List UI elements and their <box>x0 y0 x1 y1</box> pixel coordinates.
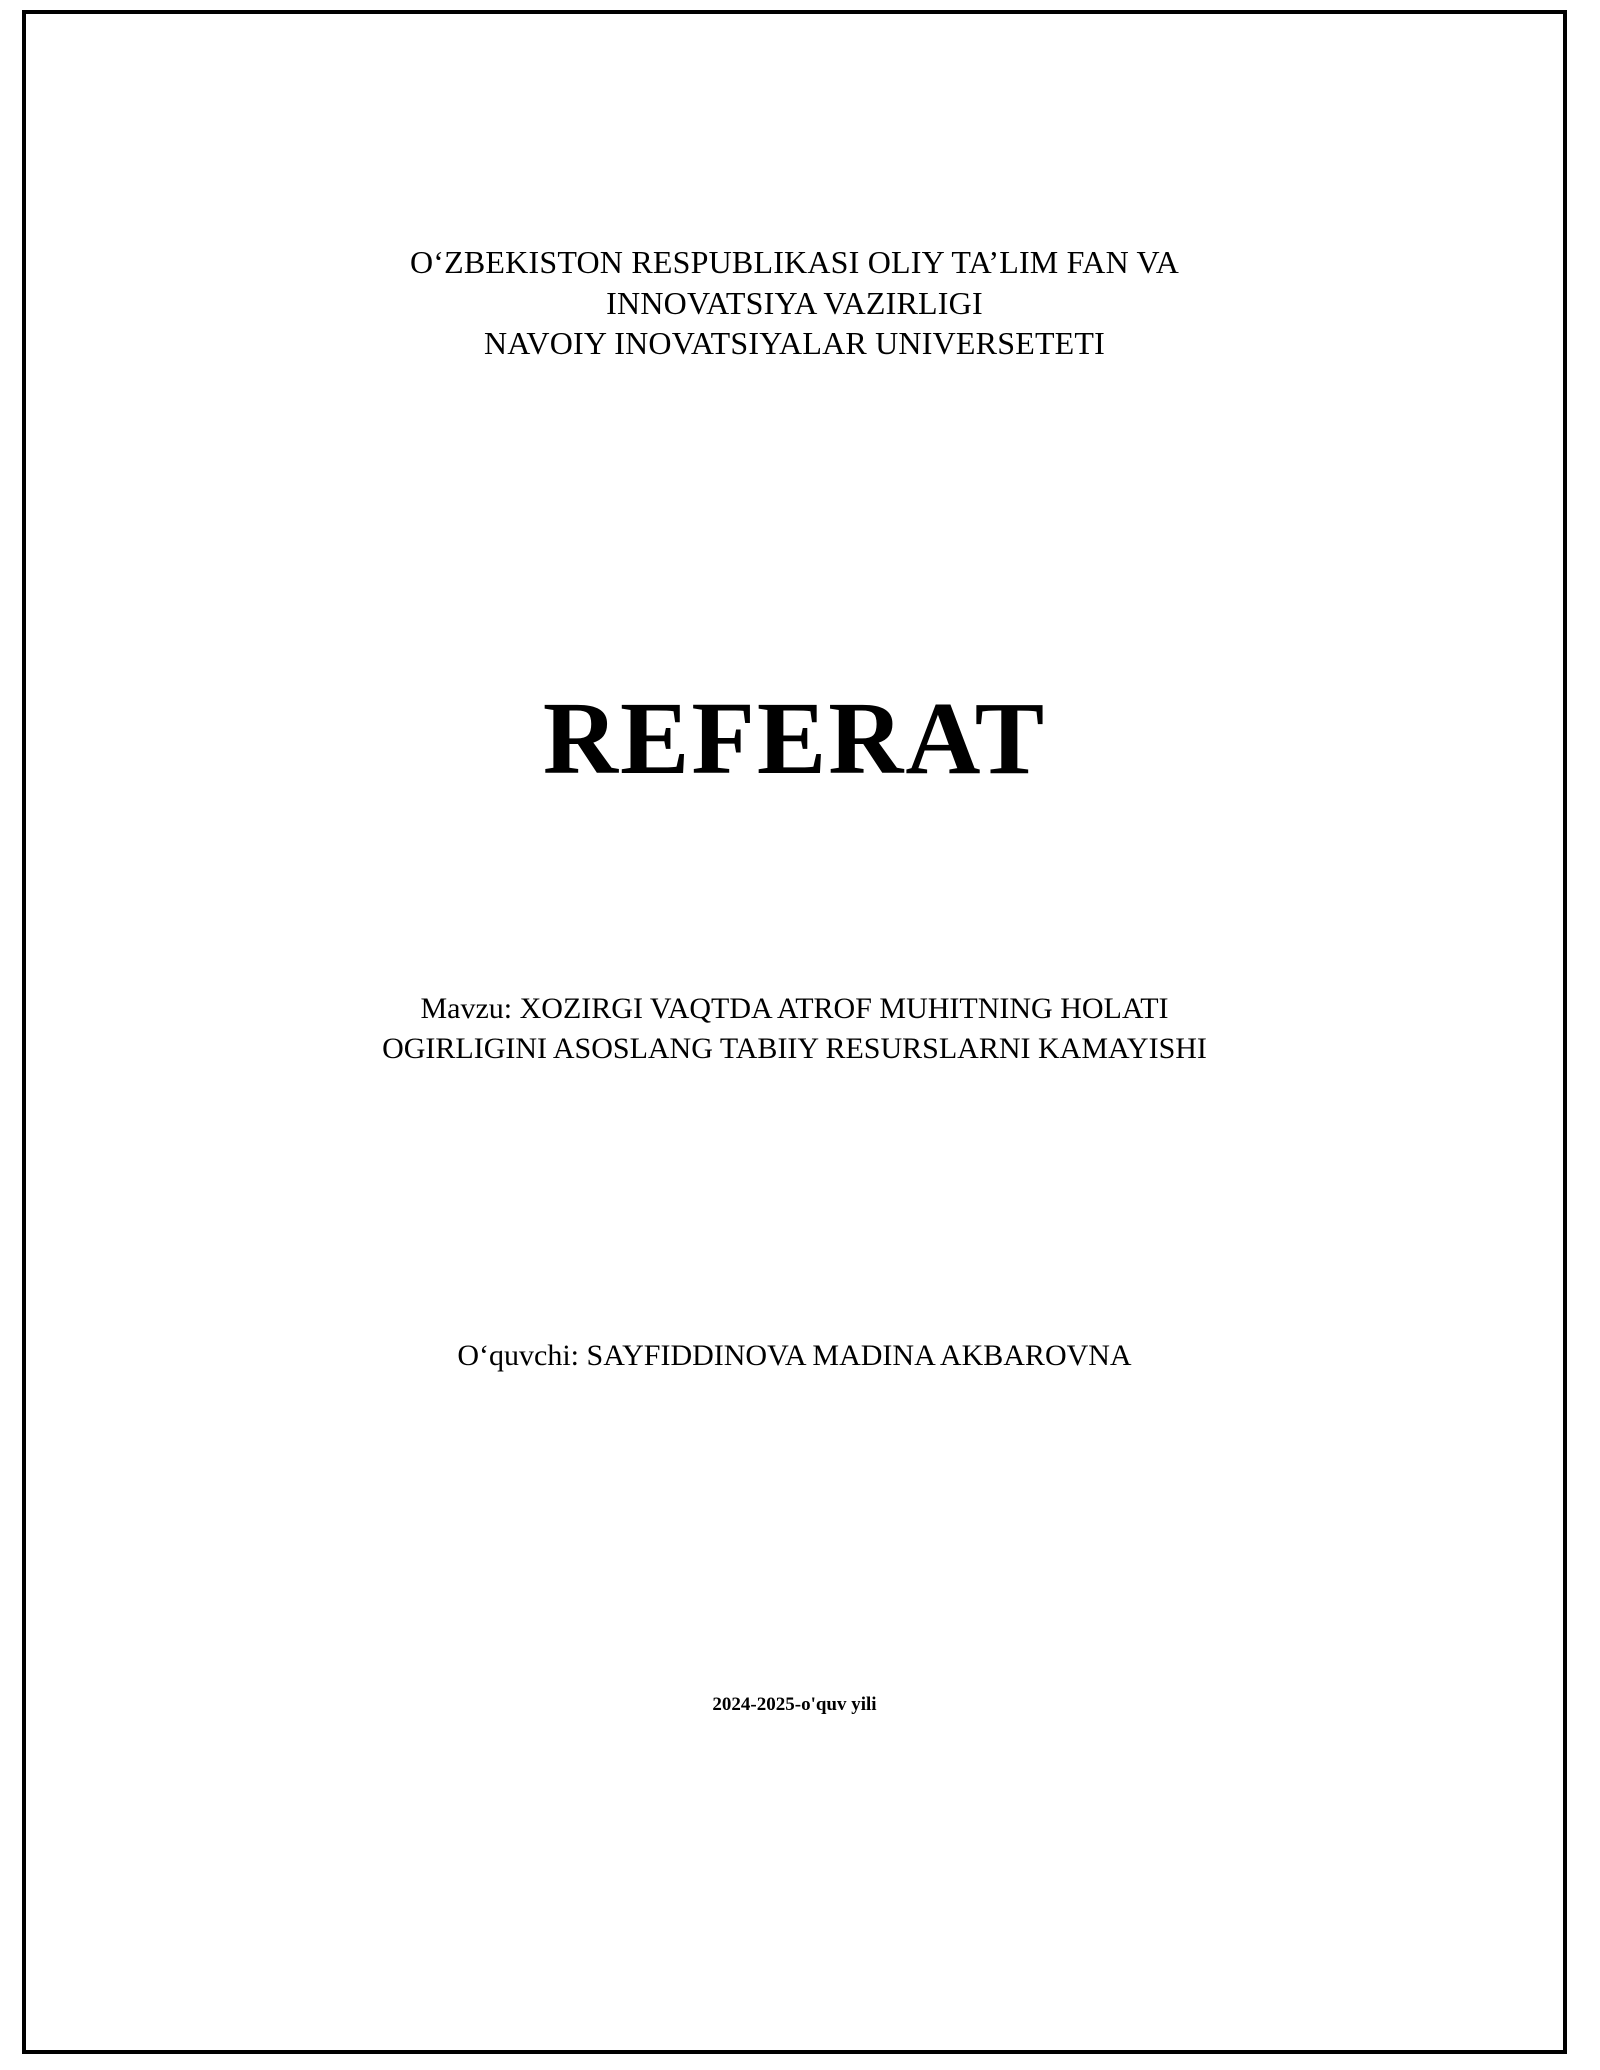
institution-header-line-2: INNOVATSIYA VAZIRLIGI <box>606 284 983 321</box>
title-page <box>26 14 1563 2050</box>
institution-header-line-1: O‘ZBEKISTON RESPUBLIKASI OLIY TA’LIM FAN VA <box>409 244 1180 280</box>
document-page-border <box>22 10 1567 2054</box>
institution-header-line-3: NAVOIY INOVATSIYALAR UNIVERSETETI <box>483 325 1106 362</box>
subject-line-2: OGIRLIGINI ASOSLANG TABIIY RESURSLARNI KAMAYISHI <box>382 1031 1207 1065</box>
student-name: O‘quvchi: SAYFIDDINOVA MADINA AKBAROVNA <box>457 1339 1132 1372</box>
document-title: REFERAT <box>542 681 1047 796</box>
academic-year: 2024-2025-o'quv yili <box>712 1694 877 1715</box>
institution-header <box>26 242 1563 364</box>
subject-line-1: Mavzu: XOZIRGI VAQTDA ATROF MUHITNING HOLATI <box>420 992 1169 1025</box>
subject-block <box>26 989 1563 1069</box>
